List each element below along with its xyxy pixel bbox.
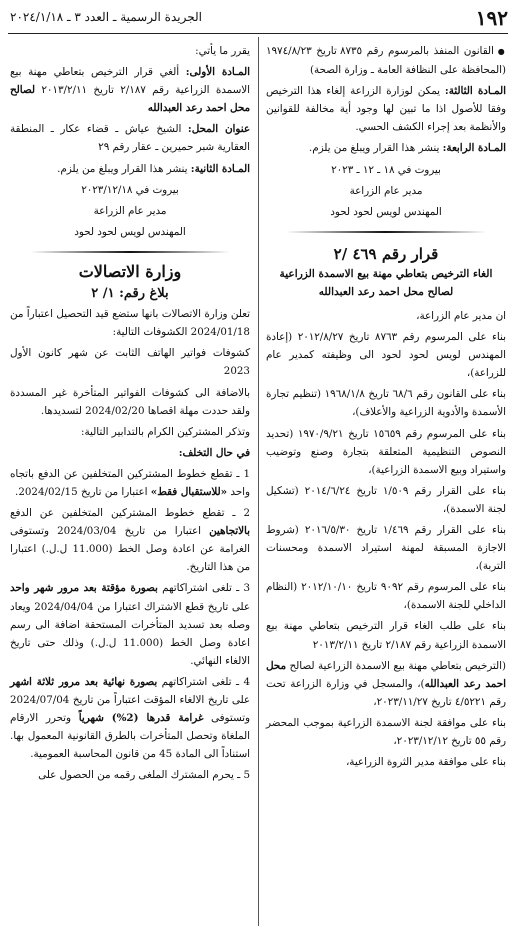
- decision-item: بناء على طلب الغاء قرار الترخيص بتعاطي مهنة بيع الاسمدة الزراعية رقم ٢/١٨٧ تاريخ ٢٠١٣/٢/١١: [266, 620, 506, 651]
- page-number: ١٩٢: [475, 6, 508, 30]
- article-2-label: المـادة الثانية:: [190, 162, 250, 175]
- measure-1: [10, 465, 250, 501]
- decision-item: بناء على القرار رقم ١/٤٦٩ تاريخ ٢٠١٦/٥/٣٠ (شروط الاجازة المسبقة لمهنة استيراد الاسمدة ومحسنات التربة)،: [266, 523, 506, 573]
- license-post: )، والمسجل في وزارة الزراعة تحت رقم ٤/٥٢٢١ تاريخ ٢٠٢٣/١١/٢٧،: [266, 677, 506, 708]
- resolves-intro: يقرر ما يأتي:: [195, 45, 250, 57]
- article-3-text: يمكن لوزارة الزراعة إلغاء هذا الترخيص وفقا للأصول اذا ما تبين لها وجود أية مخالفة للقوانين والأنظمة بعد إجراء الكشف الحسي.: [266, 85, 506, 134]
- column-divider: [258, 37, 259, 926]
- signature-date: بيروت في ٢٠٢٣/١٢/١٨: [81, 183, 179, 196]
- decision-item: بناء على موافقة لجنة الاسمدة الزراعية بموجب المحضر رقم ٥٥ تاريخ ٢٠٢٣/١٢/١٢،: [266, 716, 506, 747]
- signature-title: مدير عام الزراعة: [349, 184, 423, 197]
- measure-text: على تاريخ قطع الاشتراك اعتبارا من 2024/04/04 ويعاد وصله بعد تسديد المتأخرات المستحقة اضافة الى رسم اعادة وصل الخط (11.000 ل.ل.) وذلك حتى تاريخ الالغاء النهائي.: [10, 600, 250, 667]
- decision-item: بناء على المرسوم رقم ٨٧٦٣ تاريخ ٢٠١٢/٨/٢٧ (إعادة المهندس لويس لحود لحود الى وظيفته كمدير عام للزراعة)،: [266, 331, 506, 380]
- decision-item: بناء على المرسوم رقم ١٥٦٥٩ تاريخ ١٩٧٠/٩/٢١ (تحديد النصوص التنظيمية المتعلقة بتجارة وصنع وتوضيب واستيراد وبيع الاسمدة الزراعية)،: [266, 427, 506, 476]
- signature-title: مدير عام الزراعة: [93, 204, 167, 217]
- notice-title: بلاغ رقم: ١/ ٢: [91, 286, 169, 302]
- article-1-text: ألغي قرار الترخيص بتعاطي مهنة بيع الاسمدة الزراعية رقم ٢/١٨٧ تاريخ ٢٠١٣/٢/١١: [10, 66, 250, 97]
- license-holder: محل احمد رعد العبدالله: [266, 659, 506, 690]
- shop-address: [10, 120, 250, 156]
- measure-2: [10, 504, 250, 576]
- measure-emphasis: غرامة قدرها (2%) شهرياً: [78, 712, 204, 725]
- measure-3: [10, 579, 250, 669]
- header-rule: [8, 33, 508, 34]
- measure-text: اعتبارا من تاريخ 2024/03/04 وتستوفى الغرامة عن اعادة وصل الخط (11.000 ل.ل.) اعتبارا من هذا التاريخ.: [10, 525, 251, 574]
- ministry-title: وزارة الاتصالات: [78, 261, 182, 281]
- measure-text: على تاريخ الالغاء المؤقت اعتباراً من تاريخ 2024/07/04 وتستوفى: [10, 694, 250, 725]
- measure-emphasis: بصورة نهائية بعد مرور ثلاثة اشهر: [10, 675, 158, 688]
- measure-emphasis: بصورة مؤقتة بعد مرور شهر واحد: [10, 582, 158, 595]
- notice-paragraph: وتذكر المشتركين الكرام بالتدابير التالية:: [81, 425, 250, 438]
- section-divider: [286, 227, 486, 237]
- decision-item: ان مدير عام الزراعة،: [416, 309, 506, 322]
- measure-text: وتحرر الارقام الملغاة وتحصل المتأخرات بالطرق القانونية المعمول بها. استناداً الى المادة 45 من قانون المحاسبة العمومية.: [10, 712, 250, 761]
- measure-text: اعتبارا من تاريخ 2024/02/15.: [15, 485, 151, 498]
- decision-item: بناء على المرسوم رقم ٩٠٩٢ تاريخ ٢٠١٢/١٠/١٠ (النظام الداخلي للجنة الاسمدة)،: [266, 581, 506, 612]
- law-reference: ● القانون المنفذ بالمرسوم رقم ٨٧٣٥ تاريخ ١٩٧٤/٨/٢٣ (المحافظة على النظافة العامة ـ وزارة الصحة): [266, 42, 506, 79]
- measure-text: 2 ـ تقطع خطوط المشتركين المتخلفين عن الدفع: [10, 507, 250, 520]
- measure-text: 3 ـ تلغى اشتراكاتهم: [157, 582, 250, 595]
- decision-item: بناء على موافقة مدير الثروة الزراعية،: [345, 756, 506, 769]
- notice-paragraph: بالاضافة الى كشوفات الفواتير المتأخرة غير المسددة ولقد حددت مهلة اقصاها 2024/02/20 لتسديدها.: [10, 386, 250, 417]
- article-3: [266, 82, 506, 136]
- article-4-label: المـادة الرابعة:: [442, 142, 506, 155]
- notice-paragraph: تعلن وزارة الاتصالات بانها ستضع قيد التحصيل اعتباراً من 2024/01/18 الكشوفات التالية:: [10, 308, 250, 339]
- article-1-holder: لصالح محل احمد رعد العبدالله: [10, 84, 250, 115]
- shop-address-label: عنوان المحل:: [187, 123, 250, 136]
- decision-item: بناء على القرار رقم ١/٥٠٩ تاريخ ٢٠١٤/٦/٢٤ (تشكيل لجنة الاسمدة)،: [266, 484, 506, 515]
- article-2-text: ينشر هذا القرار ويبلغ من يلزم.: [57, 162, 191, 175]
- measure-emphasis: بالاتجاهين: [209, 525, 250, 538]
- article-2: [10, 160, 250, 178]
- right-column: [266, 42, 506, 774]
- article-4: [266, 139, 506, 157]
- article-3-label: المـادة الثالثة:: [444, 85, 506, 98]
- measure-text: 1 ـ تقطع خطوط المشتركين المتخلفين عن الدفع باتجاه واحد: [10, 467, 250, 498]
- left-column: [10, 42, 250, 787]
- article-1-label: المـادة الأولى:: [185, 66, 250, 79]
- signature-date: بيروت في ١٨ ـ ١٢ ـ ٢٠٢٣: [331, 163, 441, 176]
- signature-name: المهندس لويس لحود لحود: [74, 225, 186, 238]
- gazette-title: الجريدة الرسمية ـ العدد ٣ ـ ٢٠٢٤/١/١٨: [10, 10, 202, 24]
- decision-item: بناء على القانون رقم ٦٨/٦ تاريخ ١٩٦٨/١/٨ (تنظيم تجارة الأسمدة والأدوية الزراعية والأعلاف)،: [266, 388, 506, 419]
- measure-4: [10, 673, 250, 763]
- article-1: [10, 63, 250, 117]
- license-clause: [266, 657, 506, 711]
- section-divider: [30, 247, 230, 257]
- measure-5: 5 ـ يحرم المشترك الملغى رقمه من الحصول على: [38, 769, 250, 782]
- decision-heading: الغاء الترخيص بتعاطي مهنة بيع الاسمدة الزراعية لصالح محل احمد رعد العبدالله: [279, 267, 493, 298]
- notice-subheading: في حال التخلف:: [178, 446, 250, 459]
- shop-address-text: الشيخ عياش ـ قضاء عكار ـ المنطقة العقارية شبر حميرين ـ عقار رقم ٢٩: [10, 123, 250, 154]
- article-4-text: ينشر هذا القرار ويبلغ من يلزم.: [308, 142, 443, 155]
- measure-emphasis: «للاستقبال فقط»: [150, 485, 228, 498]
- measure-text: 4 ـ تلغى اشتراكاتهم: [157, 675, 250, 688]
- license-pre: (الترخيص بتعاطي مهنة بيع الاسمدة الزراعية لصالح: [285, 659, 506, 672]
- signature-name: المهندس لويس لحود لحود: [330, 205, 442, 218]
- decision-title: قرار رقم ٤٦٩ /٢: [333, 244, 439, 263]
- notice-paragraph: كشوفات فواتير الهاتف الثابت عن شهر كانون الأول 2023: [10, 347, 250, 378]
- page-header: [10, 6, 508, 30]
